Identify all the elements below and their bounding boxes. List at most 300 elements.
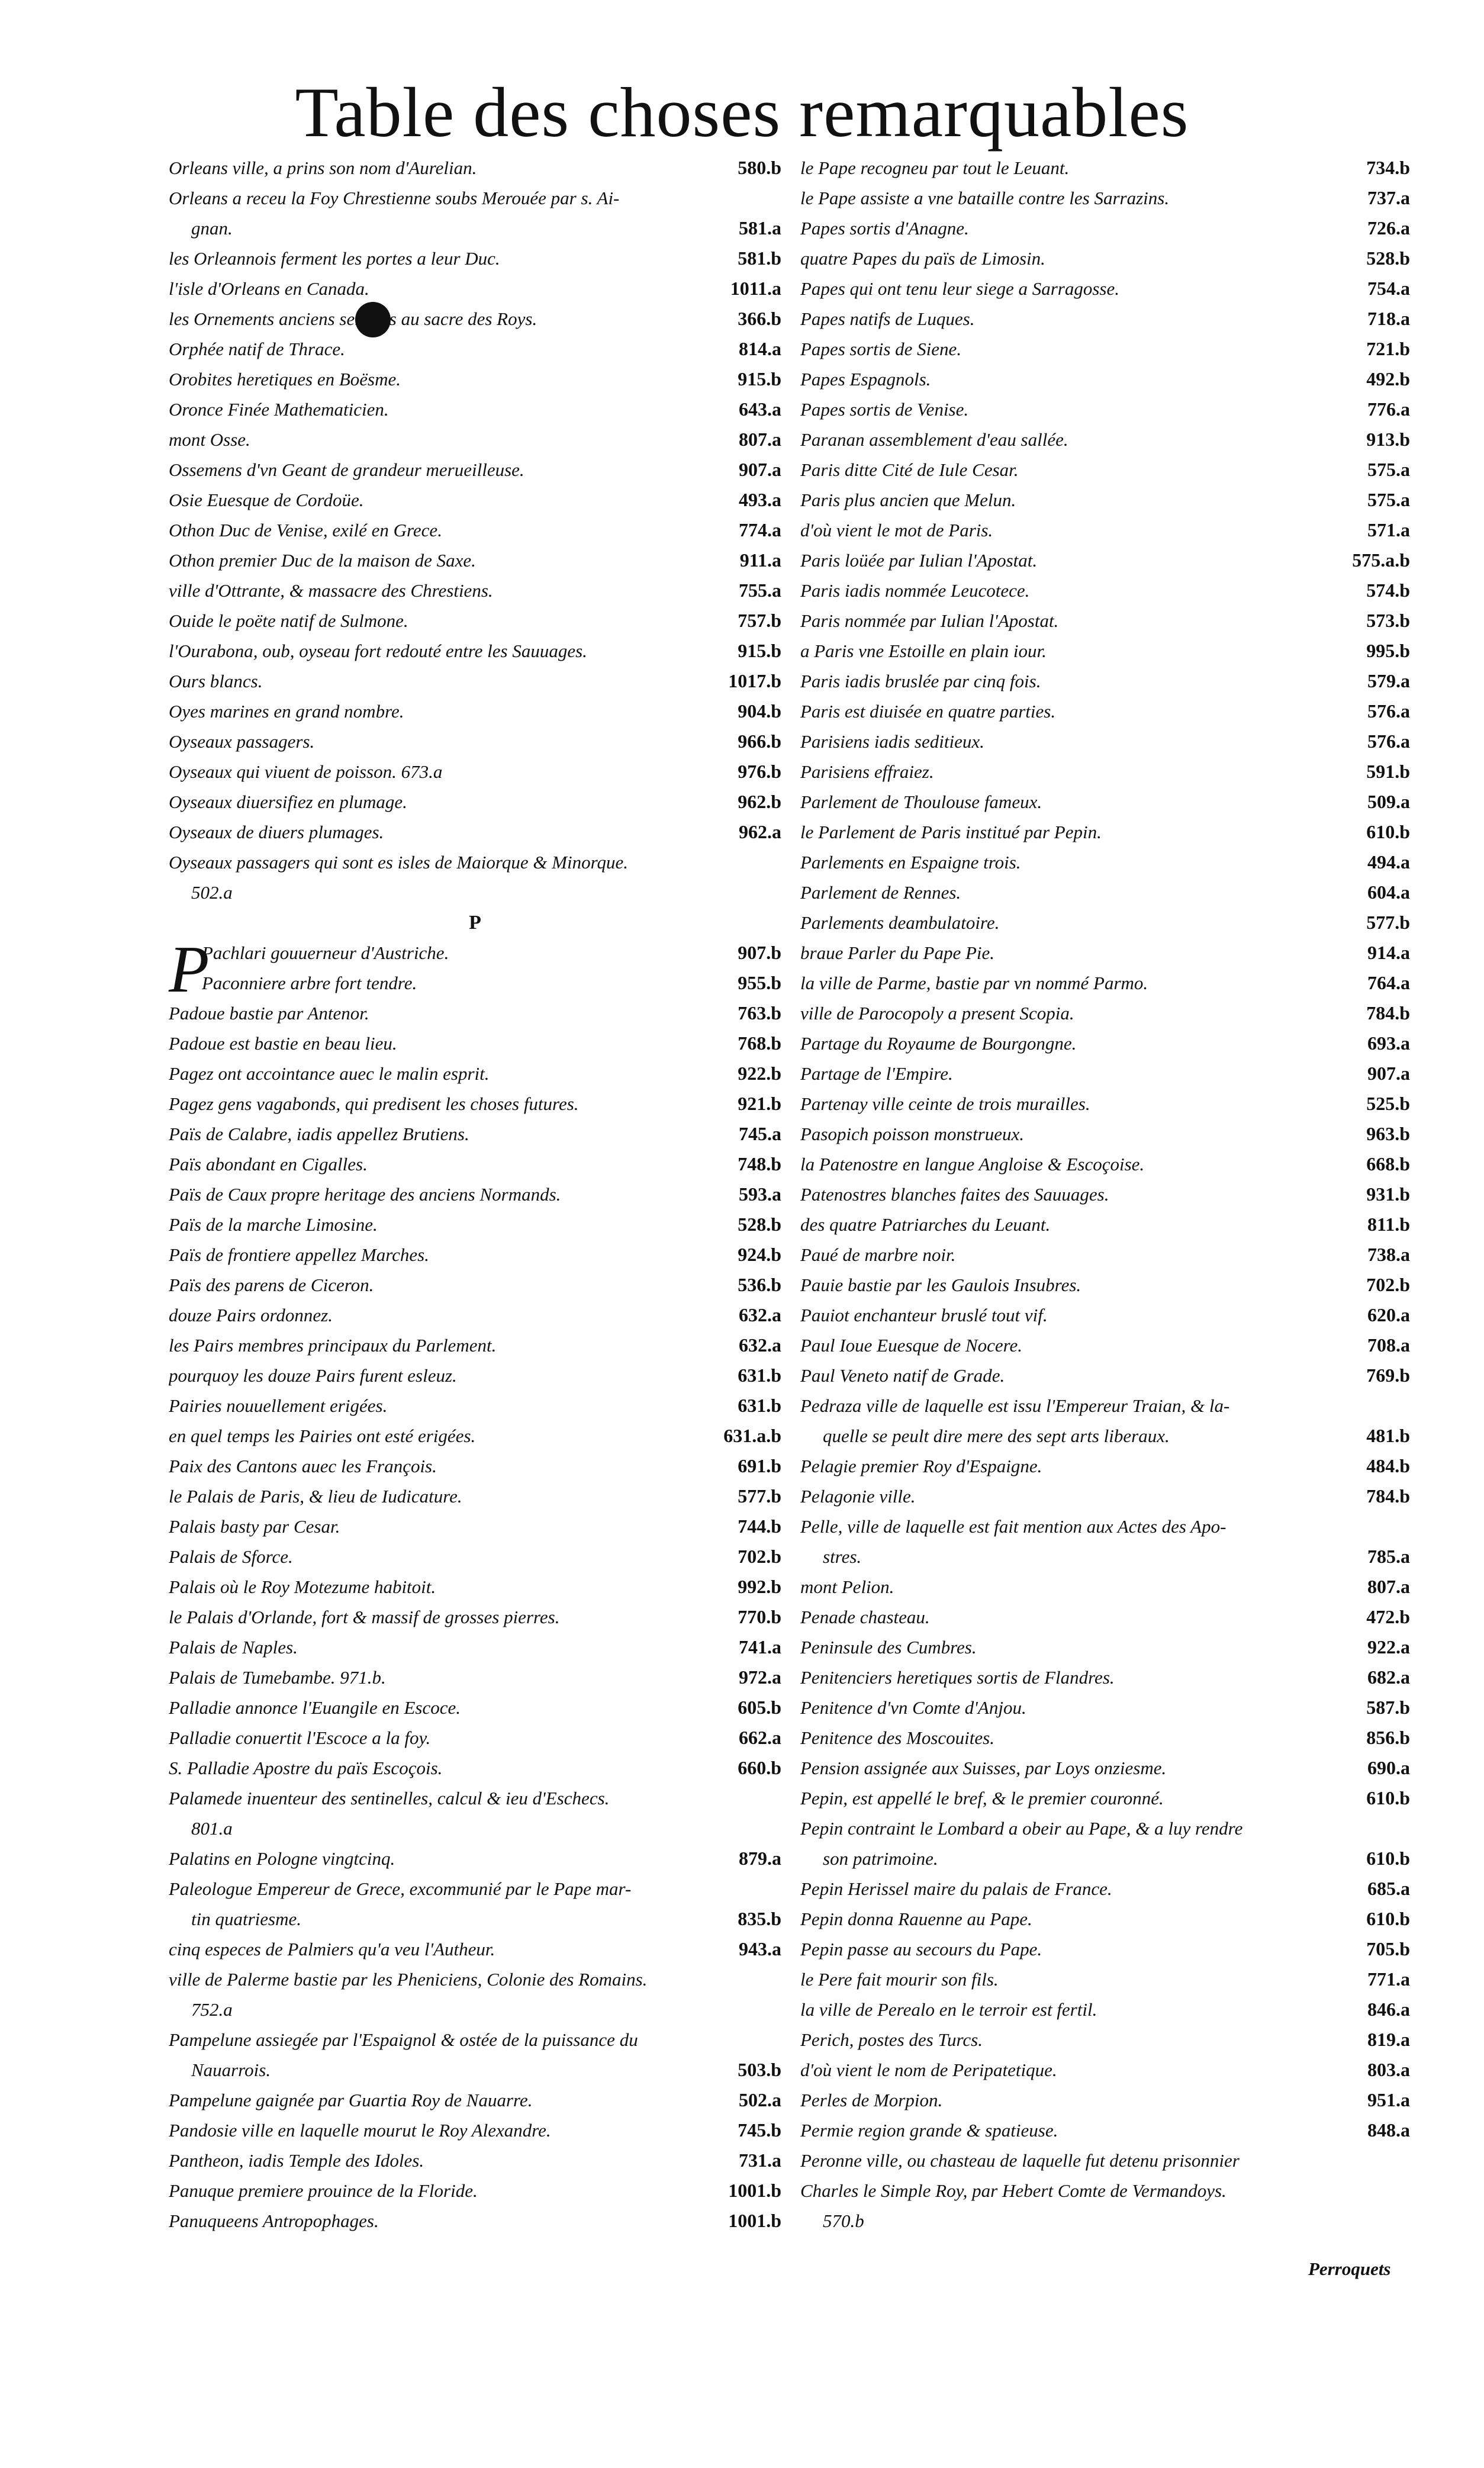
page-reference: 835.b [738, 1908, 781, 1929]
entry-text: Pepin donna Rauenne au Pape. [800, 1909, 1032, 1929]
entry-text: Pairies nouuellement erigées. [169, 1395, 388, 1416]
page-reference: 604.a [1367, 881, 1410, 903]
page-reference: 755.a [739, 580, 781, 601]
page-reference: 610.b [1366, 1787, 1410, 1809]
index-entry [800, 1602, 1410, 1632]
entry-text: Patenostres blanches faites des Sauuages. [800, 1184, 1109, 1205]
page-reference: 955.b [738, 972, 781, 993]
page-reference: 963.b [1366, 1123, 1410, 1144]
entry-text: les Ornements anciens seruans au sacre des Roys. [169, 308, 537, 329]
index-entry [800, 968, 1410, 998]
index-entry [800, 1330, 1410, 1360]
index-entry [169, 243, 781, 273]
index-entry [169, 455, 781, 485]
page-reference: 581.a [739, 217, 781, 239]
index-entry [169, 2115, 781, 2145]
index-entry [800, 1632, 1410, 1662]
entry-text: Orobites heretiques en Boësme. [169, 369, 401, 390]
entry-text: Papes Espagnols. [800, 369, 931, 390]
page-reference: 481.b [1366, 1425, 1410, 1446]
entry-text: Oyseaux de diuers plumages. [169, 822, 384, 842]
entry-text: Penitence des Moscouites. [800, 1727, 994, 1748]
page-reference: 921.b [738, 1093, 781, 1114]
index-entry [800, 485, 1410, 515]
entry-text: la ville de Perealo en le terroir est fertil. [800, 1999, 1097, 2020]
entry-text: 752.a [191, 1999, 233, 2020]
index-entry [800, 394, 1410, 424]
entry-text: Ours blancs. [169, 671, 263, 691]
page-reference: 768.b [738, 1032, 781, 1054]
page-reference: 784.b [1366, 1485, 1410, 1507]
entry-text: Palais basty par Cesar. [169, 1516, 340, 1537]
page-reference: 848.a [1367, 2119, 1410, 2141]
entry-text: Papes qui ont tenu leur siege a Sarragosse. [800, 278, 1120, 299]
index-entry [800, 817, 1410, 847]
index-entry [169, 636, 781, 666]
entry-text: Parisiens iadis seditieux. [800, 731, 984, 752]
index-entry [800, 1028, 1410, 1058]
entry-text: Panuqueens Antropophages. [169, 2210, 379, 2231]
page-reference: 764.a [1367, 972, 1410, 993]
entry-text: mont Pelion. [800, 1576, 894, 1597]
index-entry [800, 1843, 1410, 1874]
entry-text: Pantheon, iadis Temple des Idoles. [169, 2150, 424, 2171]
entry-text: le Pere fait mourir son fils. [800, 1969, 999, 1990]
page-reference: 1001.b [728, 2180, 781, 2201]
page-reference: 784.b [1366, 1002, 1410, 1024]
index-entry [169, 515, 781, 545]
index-entry [169, 183, 781, 213]
page-reference: 571.a [1367, 519, 1410, 540]
page-reference: 771.a [1367, 1968, 1410, 1990]
page-reference: 632.a [739, 1334, 781, 1356]
page-reference: 915.b [738, 640, 781, 661]
entry-text: Paris iadis nommée Leucotece. [800, 580, 1030, 601]
index-entry [169, 998, 781, 1028]
index-entry [800, 1753, 1410, 1783]
entry-text: Païs abondant en Cigalles. [169, 1154, 368, 1175]
entry-text: S. Palladie Apostre du païs Escoçois. [169, 1758, 443, 1778]
entry-text: Perich, postes des Turcs. [800, 2029, 983, 2050]
index-entry [169, 1089, 781, 1119]
index-entry [800, 938, 1410, 968]
entry-text: Partage du Royaume de Bourgongne. [800, 1033, 1077, 1054]
index-entry [800, 1481, 1410, 1511]
entry-text: 570.b [823, 2210, 864, 2231]
index-entry [800, 2025, 1410, 2055]
index-entry [800, 998, 1410, 1028]
entry-text: Parlements en Espaigne trois. [800, 852, 1021, 873]
index-entry [169, 1572, 781, 1602]
page-reference: 922.a [1367, 1636, 1410, 1658]
index-column-right [800, 153, 1410, 2236]
index-entry [800, 877, 1410, 908]
index-entry [800, 696, 1410, 726]
entry-text: Païs de Caux propre heritage des anciens Normands. [169, 1184, 561, 1205]
index-entry [169, 1481, 781, 1511]
index-entry [800, 1692, 1410, 1723]
drop-capital: P [169, 933, 210, 1006]
index-entry [169, 304, 781, 334]
index-entry [169, 1662, 781, 1692]
entry-text: Paris nommée par Iulian l'Apostat. [800, 610, 1059, 631]
index-entry [169, 1753, 781, 1783]
entry-text: Penitence d'vn Comte d'Anjou. [800, 1697, 1026, 1718]
index-entry [800, 424, 1410, 455]
entry-text: Paranan assemblement d'eau sallée. [800, 429, 1068, 450]
entry-text: P [469, 912, 481, 934]
entry-text: Pension assignée aux Suisses, par Loys onziesme. [800, 1758, 1167, 1778]
index-entry [800, 2145, 1410, 2176]
page-reference: 785.a [1367, 1546, 1410, 1567]
entry-text: Paul Ioue Euesque de Nocere. [800, 1335, 1023, 1356]
entry-text: Othon premier Duc de la maison de Saxe. [169, 550, 476, 571]
entry-text: Padoue bastie par Antenor. [169, 1003, 369, 1024]
entry-text: Pauiot enchanteur bruslé tout vif. [800, 1305, 1048, 1325]
entry-text: douze Pairs ordonnez. [169, 1305, 333, 1325]
entry-text: Partage de l'Empire. [800, 1063, 953, 1084]
entry-text: Oronce Finée Mathematicien. [169, 399, 389, 420]
index-entry [169, 1240, 781, 1270]
entry-text: Païs de Calabre, iadis appellez Brutiens. [169, 1124, 469, 1144]
page-reference: 943.a [739, 1938, 781, 1959]
entry-text: Papes sortis d'Anagne. [800, 218, 969, 239]
page-reference: 690.a [1367, 1757, 1410, 1778]
page-reference: 976.b [738, 761, 781, 782]
entry-text: Parlements deambulatoire. [800, 912, 1000, 933]
entry-text: ville de Parocopoly a present Scopia. [800, 1003, 1074, 1024]
page-reference: 737.a [1367, 187, 1410, 208]
entry-text: Pepin, est appellé le bref, & le premier couronné. [800, 1788, 1164, 1809]
entry-text: Ossemens d'vn Geant de grandeur merueilleuse. [169, 459, 524, 480]
index-entry [800, 1511, 1410, 1542]
index-entry [800, 2115, 1410, 2145]
page-reference: 581.b [738, 247, 781, 269]
entry-text: des quatre Patriarches du Leuant. [800, 1214, 1051, 1235]
index-entry [800, 1542, 1410, 1572]
index-entry [169, 545, 781, 575]
entry-text: Païs de frontiere appellez Marches. [169, 1244, 429, 1265]
page-reference: 610.b [1366, 821, 1410, 842]
index-entry [800, 334, 1410, 364]
page-reference: 769.b [1366, 1365, 1410, 1386]
page-reference: 662.a [739, 1727, 781, 1748]
page-reference: 691.b [738, 1455, 781, 1476]
page-reference: 731.a [739, 2150, 781, 2171]
index-entry [169, 1602, 781, 1632]
index-entry [800, 183, 1410, 213]
index-entry [800, 364, 1410, 394]
index-entry [800, 243, 1410, 273]
entry-text: Oyes marines en grand nombre. [169, 701, 404, 722]
index-entry [169, 1874, 781, 1904]
page-reference: 745.a [739, 1123, 781, 1144]
entry-text: Papes sortis de Siene. [800, 339, 962, 359]
page-reference: 972.a [739, 1666, 781, 1688]
page-reference: 966.b [738, 731, 781, 752]
page-reference: 484.b [1366, 1455, 1410, 1476]
index-entry [800, 1572, 1410, 1602]
index-entry [169, 1723, 781, 1753]
entry-text: cinq especes de Palmiers qu'a veu l'Autheur. [169, 1939, 495, 1959]
index-entry [169, 877, 781, 908]
page-reference: 757.b [738, 610, 781, 631]
page-reference: 632.a [739, 1304, 781, 1325]
entry-text: Pampelune assiegée par l'Espaignol & ostée de la puissance du [169, 2029, 638, 2050]
page-reference: 575.a [1367, 459, 1410, 480]
index-entry [800, 1270, 1410, 1300]
index-entry [800, 1964, 1410, 1994]
page-reference: 575.a.b [1352, 549, 1410, 571]
page-reference: 1011.a [730, 278, 781, 299]
page-reference: 493.a [739, 489, 781, 510]
entry-text: Palladie conuertit l'Escoce a la foy. [169, 1727, 431, 1748]
entry-text: en quel temps les Pairies ont esté erigées. [169, 1426, 476, 1446]
entry-text: Palais de Tumebambe. 971.b. [169, 1667, 386, 1688]
entry-text: le Palais de Paris, & lieu de Iudicature. [169, 1486, 462, 1507]
page-reference: 631.b [738, 1395, 781, 1416]
entry-text: Pandosie ville en laquelle mourut le Roy Alexandre. [169, 2120, 551, 2141]
entry-text: le Parlement de Paris institué par Pepin. [800, 822, 1102, 842]
entry-text: ville d'Ottrante, & massacre des Chrestiens. [169, 580, 493, 601]
page-reference: 915.b [738, 368, 781, 390]
entry-text: la ville de Parme, bastie par vn nommé Parmo. [800, 973, 1148, 993]
entry-text: 502.a [191, 882, 233, 903]
index-entry [800, 1783, 1410, 1813]
page-reference: 579.a [1367, 670, 1410, 691]
entry-text: son patrimoine. [823, 1848, 938, 1869]
entry-text: quatre Papes du païs de Limosin. [800, 248, 1045, 269]
index-entry [169, 1058, 781, 1089]
index-entry [800, 1240, 1410, 1270]
index-entry [169, 696, 781, 726]
index-entry [169, 726, 781, 757]
index-entry [169, 1692, 781, 1723]
page-reference: 502.a [739, 2089, 781, 2110]
index-entry [169, 2055, 781, 2085]
index-entry [800, 636, 1410, 666]
index-entry [169, 2145, 781, 2176]
page-reference: 907.a [1367, 1063, 1410, 1084]
index-entry [800, 1421, 1410, 1451]
index-entry [800, 606, 1410, 636]
entry-text: d'où vient le mot de Paris. [800, 520, 993, 540]
index-entry [800, 1300, 1410, 1330]
page-reference: 528.b [738, 1214, 781, 1235]
index-entry [169, 1904, 781, 1934]
entry-text: a Paris vne Estoille en plain iour. [800, 641, 1047, 661]
page-reference: 660.b [738, 1757, 781, 1778]
page-reference: 992.b [738, 1576, 781, 1597]
index-entry [169, 575, 781, 606]
index-entry [800, 1119, 1410, 1149]
entry-text: Pelle, ville de laquelle est fait mention aux Actes des Apo- [800, 1516, 1227, 1537]
page-reference: 492.b [1366, 368, 1410, 390]
index-entry [169, 485, 781, 515]
page-reference: 776.a [1367, 398, 1410, 420]
page-reference: 693.a [1367, 1032, 1410, 1054]
entry-text: Palladie annonce l'Euangile en Escoce. [169, 1697, 461, 1718]
page-reference: 702.b [1366, 1274, 1410, 1295]
page-reference: 528.b [1366, 247, 1410, 269]
page-reference: 574.b [1366, 580, 1410, 601]
page-reference: 913.b [1366, 429, 1410, 450]
index-entry [800, 1149, 1410, 1179]
entry-text: gnan. [191, 218, 233, 239]
entry-text: tin quatriesme. [191, 1909, 301, 1929]
entry-text: Païs des parens de Ciceron. [169, 1275, 374, 1295]
page-reference: 744.b [738, 1515, 781, 1537]
index-entry [800, 1451, 1410, 1481]
entry-text: ville de Palerme bastie par les Pheniciens, Colonie des Romains. [169, 1969, 648, 1990]
index-entry [800, 545, 1410, 575]
entry-text: d'où vient le nom de Peripatetique. [800, 2060, 1057, 2080]
entry-text: Paris loüée par Iulian l'Apostat. [800, 550, 1038, 571]
entry-text: Penade chasteau. [800, 1607, 930, 1627]
entry-text: Palamede inuenteur des sentinelles, calcul & ieu d'Eschecs. [169, 1788, 610, 1809]
index-entry [169, 1360, 781, 1391]
entry-text: Perles de Morpion. [800, 2090, 943, 2110]
entry-text: pourquoy les douze Pairs furent esleuz. [169, 1365, 457, 1386]
page-reference: 904.b [738, 700, 781, 722]
entry-text: Papes natifs de Luques. [800, 308, 975, 329]
page-reference: 575.a [1367, 489, 1410, 510]
entry-text: Palais de Sforce. [169, 1546, 293, 1567]
index-entry [800, 1874, 1410, 1904]
entry-text: Parlement de Thoulouse fameux. [800, 791, 1042, 812]
index-entry [169, 1934, 781, 1964]
index-entry [169, 273, 781, 304]
entry-text: braue Parler du Pape Pie. [800, 942, 995, 963]
page-reference: 705.b [1366, 1938, 1410, 1959]
index-entry [169, 153, 781, 183]
index-entry [800, 2055, 1410, 2085]
page-reference: 536.b [738, 1274, 781, 1295]
index-entry [800, 1723, 1410, 1753]
page-reference: 1017.b [728, 670, 781, 691]
page-reference: 631.a.b [723, 1425, 781, 1446]
index-entry [800, 847, 1410, 877]
entry-text: la Patenostre en langue Angloise & Escoçoise. [800, 1154, 1145, 1175]
entry-text: Pepin Herissel maire du palais de France. [800, 1878, 1112, 1899]
entry-text: Palais de Naples. [169, 1637, 298, 1658]
page-reference: 573.b [1366, 610, 1410, 631]
page-reference: 774.a [739, 519, 781, 540]
page-reference: 577.b [1366, 912, 1410, 933]
page-reference: 814.a [739, 338, 781, 359]
index-entry [169, 1300, 781, 1330]
index-entry [169, 1330, 781, 1360]
index-entry [800, 2206, 1410, 2236]
index-entry [800, 1179, 1410, 1209]
page-reference: 738.a [1367, 1244, 1410, 1265]
entry-text: Paix des Cantons auec les François. [169, 1456, 437, 1476]
index-entry [169, 787, 781, 817]
page-reference: 620.a [1367, 1304, 1410, 1325]
entry-text: Paris iadis bruslée par cinq fois. [800, 671, 1041, 691]
page-reference: 525.b [1366, 1093, 1410, 1114]
page-reference: 811.b [1367, 1214, 1410, 1235]
page-reference: 819.a [1367, 2029, 1410, 2050]
entry-text: Oyseaux passagers. [169, 731, 315, 752]
entry-text: Pepin passe au secours du Pape. [800, 1939, 1042, 1959]
entry-text: Pelagonie ville. [800, 1486, 916, 1507]
page-reference: 907.b [738, 942, 781, 963]
index-entry [169, 213, 781, 243]
page-reference: 763.b [738, 1002, 781, 1024]
page-reference: 577.b [738, 1485, 781, 1507]
page-title: Table des choses remarquables [295, 73, 1189, 152]
page-reference: 856.b [1366, 1727, 1410, 1748]
index-entry [169, 1994, 781, 2025]
page-reference: 741.a [739, 1636, 781, 1658]
index-entry [169, 1179, 781, 1209]
entry-text: Orleans ville, a prins son nom d'Aurelian. [169, 157, 477, 178]
entry-text: Peronne ville, ou chasteau de laquelle fut detenu prisonnier [800, 2150, 1240, 2171]
entry-text: l'isle d'Orleans en Canada. [169, 278, 369, 299]
entry-text: Pagez ont accointance auec le malin esprit. [169, 1063, 490, 1084]
entry-text: Paul Veneto natif de Grade. [800, 1365, 1005, 1386]
index-entry [800, 1058, 1410, 1089]
index-entry [169, 1391, 781, 1421]
index-entry [800, 273, 1410, 304]
entry-text: Parlement de Rennes. [800, 882, 961, 903]
index-entry [169, 2176, 781, 2206]
index-entry [800, 2085, 1410, 2115]
page-reference: 748.b [738, 1153, 781, 1175]
page-reference: 631.b [738, 1365, 781, 1386]
index-entry [169, 606, 781, 636]
entry-text: Oyseaux qui viuent de poisson. 673.a [169, 761, 443, 782]
entry-text: Paris est diuisée en quatre parties. [800, 701, 1056, 722]
page-reference: 922.b [738, 1063, 781, 1084]
page-reference: 366.b [738, 308, 781, 329]
index-entry [800, 1904, 1410, 1934]
index-entry [800, 908, 1410, 938]
entry-text: Oyseaux passagers qui sont es isles de Maiorque & Minorque. [169, 852, 629, 873]
index-entry [169, 424, 781, 455]
index-entry [169, 364, 781, 394]
index-entry [800, 213, 1410, 243]
entry-text: Paconniere arbre fort tendre. [202, 973, 417, 993]
page-reference: 494.a [1367, 851, 1410, 873]
index-entry [800, 153, 1410, 183]
index-entry [800, 1391, 1410, 1421]
index-entry [800, 666, 1410, 696]
entry-text: Pagez gens vagabonds, qui predisent les choses futures. [169, 1093, 579, 1114]
index-entry [800, 575, 1410, 606]
entry-text: Pelagie premier Roy d'Espaigne. [800, 1456, 1042, 1476]
entry-text: Partenay ville ceinte de trois murailles. [800, 1093, 1090, 1114]
page-reference: 931.b [1366, 1183, 1410, 1205]
entry-text: Penitenciers heretiques sortis de Flandres. [800, 1667, 1115, 1688]
index-entry [800, 757, 1410, 787]
page-reference: 907.a [739, 459, 781, 480]
entry-text: Panuque premiere prouince de la Floride. [169, 2180, 478, 2201]
entry-text: Permie region grande & spatieuse. [800, 2120, 1058, 2141]
entry-text: Orphée natif de Thrace. [169, 339, 345, 359]
entry-text: Paué de marbre noir. [800, 1244, 956, 1265]
page-reference: 745.b [738, 2119, 781, 2141]
page-reference: 587.b [1366, 1697, 1410, 1718]
page-reference: 1001.b [728, 2210, 781, 2231]
page-reference: 605.b [738, 1697, 781, 1718]
index-entry [169, 817, 781, 847]
section-letter [169, 908, 781, 938]
page-reference: 734.b [1366, 157, 1410, 178]
page-reference: 803.a [1367, 2059, 1410, 2080]
index-entry [169, 1270, 781, 1300]
